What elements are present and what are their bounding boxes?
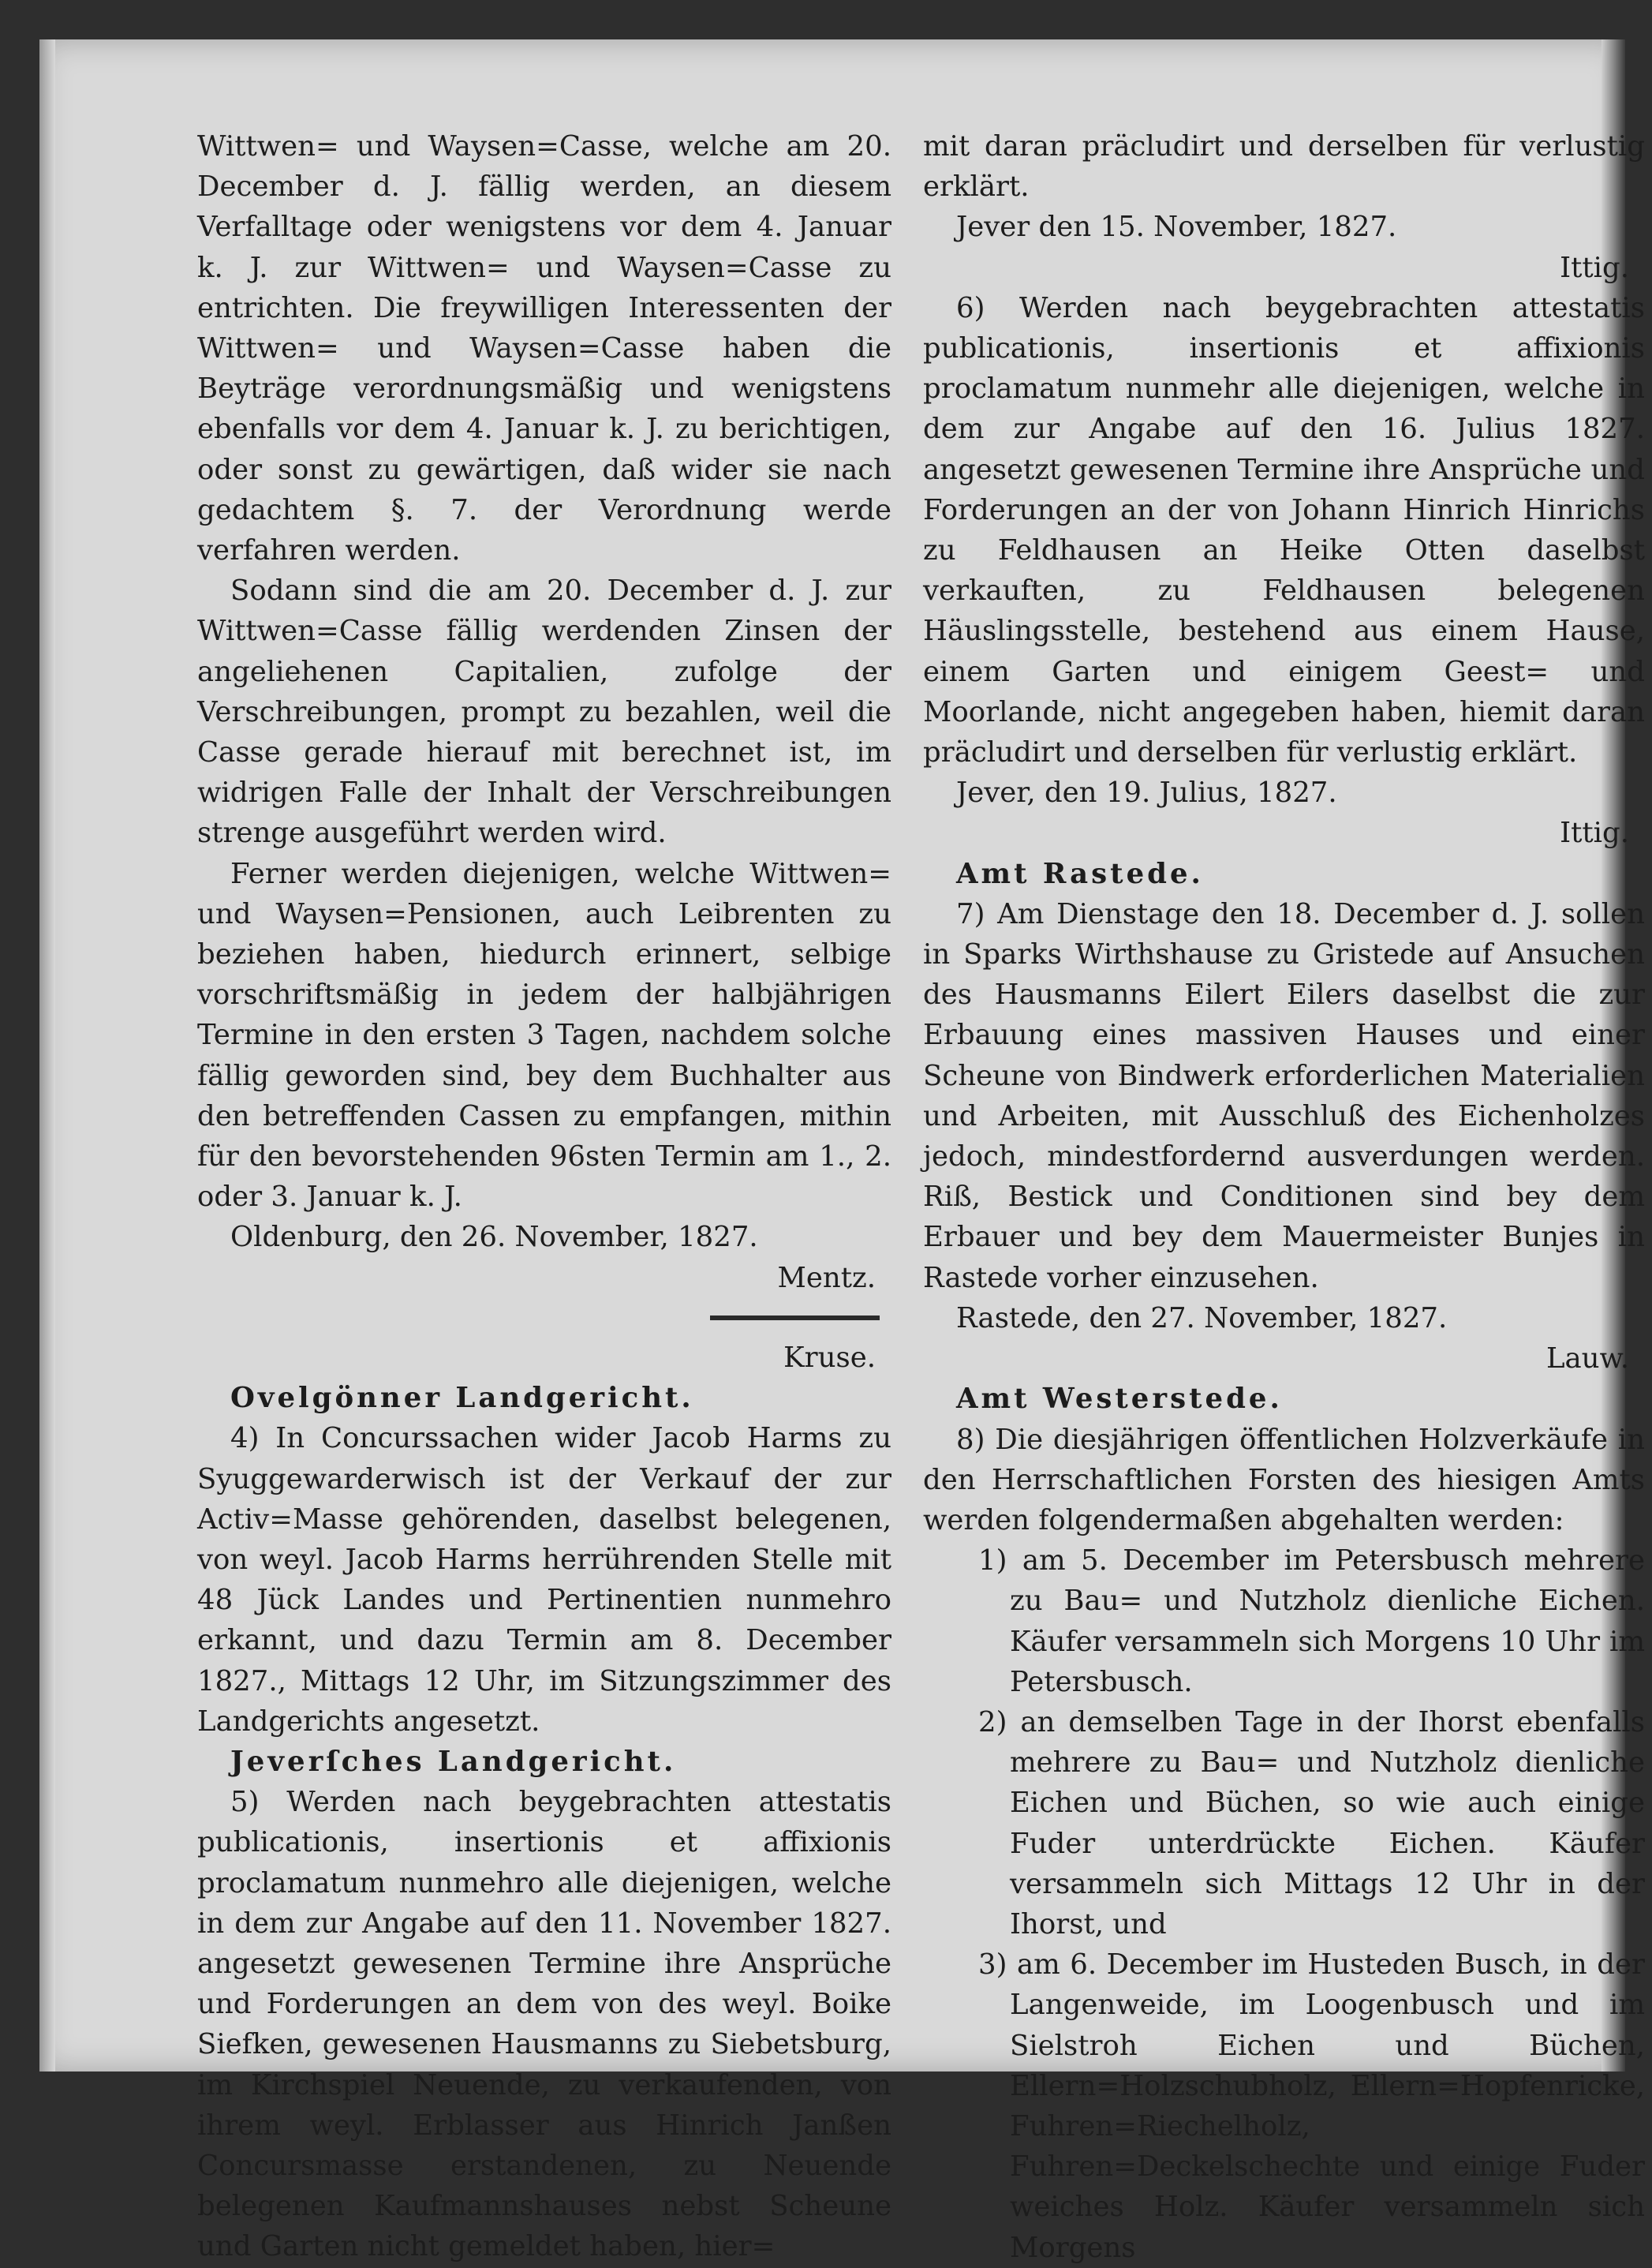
sale-list	[923, 1540, 1645, 2268]
signature: Ittig.	[1560, 251, 1629, 284]
place-date-line: Jever, den 19. Julius, 1827.	[956, 777, 1337, 810]
paragraph: 4) In Concurssachen wider Jacob Harms zu Syuggewarderwisch ist der Verkauf der zur Activ=Masse gehörenden, daselbst belegenen, von weyl. Jacob Harms herrührenden Stelle mit 48 Jück Landes und Pertinentien nunmehro erkannt, und dazu Termin am 8. December 1827., Mittags 12 Uhr, im Sitzungszimmer des Landgerichts angesetzt.	[197, 1422, 891, 1738]
list-item: 2) an demselben Tage in der Ihorst ebenfalls mehrere zu Bau= und Nutzholz dienliche Eichen und Büchen, so wie auch einige Fuder unterdrückte Eichen. Käufer versammeln sich Mittags 12 Uhr in der Ihorst, und	[978, 1705, 1645, 1941]
list-item: 1) am 5. December im Petersbusch mehrere zu Bau= und Nutzholz dienliche Eichen. Käufer versammeln sich Morgens 10 Uhr im Petersbusch.	[978, 1544, 1645, 1698]
signature: Kruse.	[783, 1341, 876, 1374]
left-column	[197, 126, 891, 2267]
scanned-page	[39, 39, 1645, 2264]
section-heading: Jeverſches Landgericht.	[230, 1745, 677, 1778]
signature: Mentz.	[777, 1261, 876, 1294]
paragraph: 6) Werden nach beygebrachten attestatis publicationis, insertionis et affixionis proclamatum nunmehr alle diejenigen, welche in dem zur Angabe auf den 16. Julius 1827. angesetzt gewesenen Termine ihre Ansprüche und Forderungen an der von Johann Hinrich Hinrichs zu Feldhausen an Heike Otten daselbst verkauften, zu Feldhausen belegenen Häuslingsstelle, bestehend aus einem Hause, einem Garten und einigem Geest= und Moorlande, nicht angegeben haben, hiemit daran präcludirt und derselben für verlustig erklärt.	[923, 291, 1645, 769]
section-heading: Ovelgönner Landgericht.	[230, 1382, 694, 1415]
signature: Lauw.	[1545, 1342, 1629, 1375]
paragraph: 8) Die diesjährigen öffentlichen Holzverkäufe in den Herrschaftlichen Forsten des hiesigen Amts werden folgendermaßen abgehalten werden:	[923, 1423, 1645, 1536]
paragraph: Ferner werden diejenigen, welche Wittwen= und Waysen=Pensionen, auch Leibrenten zu beziehen haben, hiedurch erinnert, selbige vorschriftsmäßig in jedem der halbjährigen Termine in den ersten 3 Tagen, nachdem solche fällig geworden sind, bey dem Buchhalter aus den betreffenden Cassen zu empfangen, mithin für den bevorstehenden 96sten Termin am 1., 2. oder 3. Januar k. J.	[197, 857, 891, 1214]
right-column	[923, 126, 1645, 2268]
place-date-line: Jever den 15. November, 1827.	[956, 211, 1397, 244]
paragraph: Wittwen= und Waysen=Casse, welche am 20. December d. J. fällig werden, an diesem Verfalltage oder wenigstens vor dem 4. Januar k. J. zur Wittwen= und Waysen=Casse zu entrichten. Die freywilligen Interessenten der Wittwen= und Waysen=Casse haben die Beyträge verordnungsmäßig und wenigstens ebenfalls vor dem 4. Januar k. J. zu berichtigen, oder sonst zu gewärtigen, daß wider sie nach gedachtem §. 7. der Verordnung werde verfahren werden.	[197, 130, 891, 567]
page-left-edge	[39, 39, 55, 2072]
place-date-line: Rastede, den 27. November, 1827.	[956, 1301, 1448, 1334]
paragraph: 5) Werden nach beygebrachten attestatis publicationis, insertionis et affixionis proclamatum nunmehro alle diejenigen, welche in dem zur Angabe auf den 11. November 1827. angesetzt gewesenen Termine ihre Ansprüche und Forderungen an dem von des weyl. Boike Siefken, gewesenen Hausmanns zu Siebetsburg, im Kirchspiel Neuende, zu verkaufenden, von ihrem weyl. Erblasser aus Hinrich Janßen Concursmasse erstandenen, zu Neuende belegenen Kaufmannshauses nebst Scheune und Garten nicht gemeldet haben, hier=	[197, 1786, 891, 2263]
place-date-line: Oldenburg, den 26. November, 1827.	[230, 1221, 758, 1254]
section-heading: Amt Westerstede.	[956, 1383, 1283, 1416]
section-heading: Amt Rastede.	[956, 857, 1204, 890]
paragraph: mit daran präcludirt und derselben für verlustig erklärt.	[923, 130, 1645, 204]
list-item: 3) am 6. December im Husteden Busch, in der Langenweide, im Loogenbusch und im Sielstroh Eichen und Büchen, Ellern=Holzschubholz, Ellern=Hopfenricke, Fuhren=Riechelholz, Fuhren=Deckelschechte und einige Fuder weiches Holz. Käufer versammeln sich Morgens	[978, 1948, 1645, 2264]
paragraph: Sodann sind die am 20. December d. J. zur Wittwen=Casse fällig werdenden Zinsen der angeliehenen Capitalien, zufolge der Verschreibungen, prompt zu bezahlen, weil die Casse gerade hierauf mit berechnet ist, im widrigen Falle der Inhalt der Verschreibungen strenge ausgeführt werden wird.	[197, 574, 891, 850]
paragraph: 7) Am Dienstage den 18. December d. J. sollen in Sparks Wirthshause zu Gristede auf Ansuchen des Hausmanns Eilert Eilers daselbst die zur Erbauung eines massiven Hauses und einer Scheune von Bindwerk erforderlichen Materialien und Arbeiten, mit Ausschluß des Eichenholzes jedoch, mindestfordernd ausverdungen werden. Riß, Bestick und Conditionen sind bey dem Erbauer und bey dem Mauermeister Bunjes in Rastede vorher einzusehen.	[923, 897, 1645, 1294]
divider-rule	[710, 1316, 880, 1320]
signature: Ittig.	[1560, 817, 1629, 850]
